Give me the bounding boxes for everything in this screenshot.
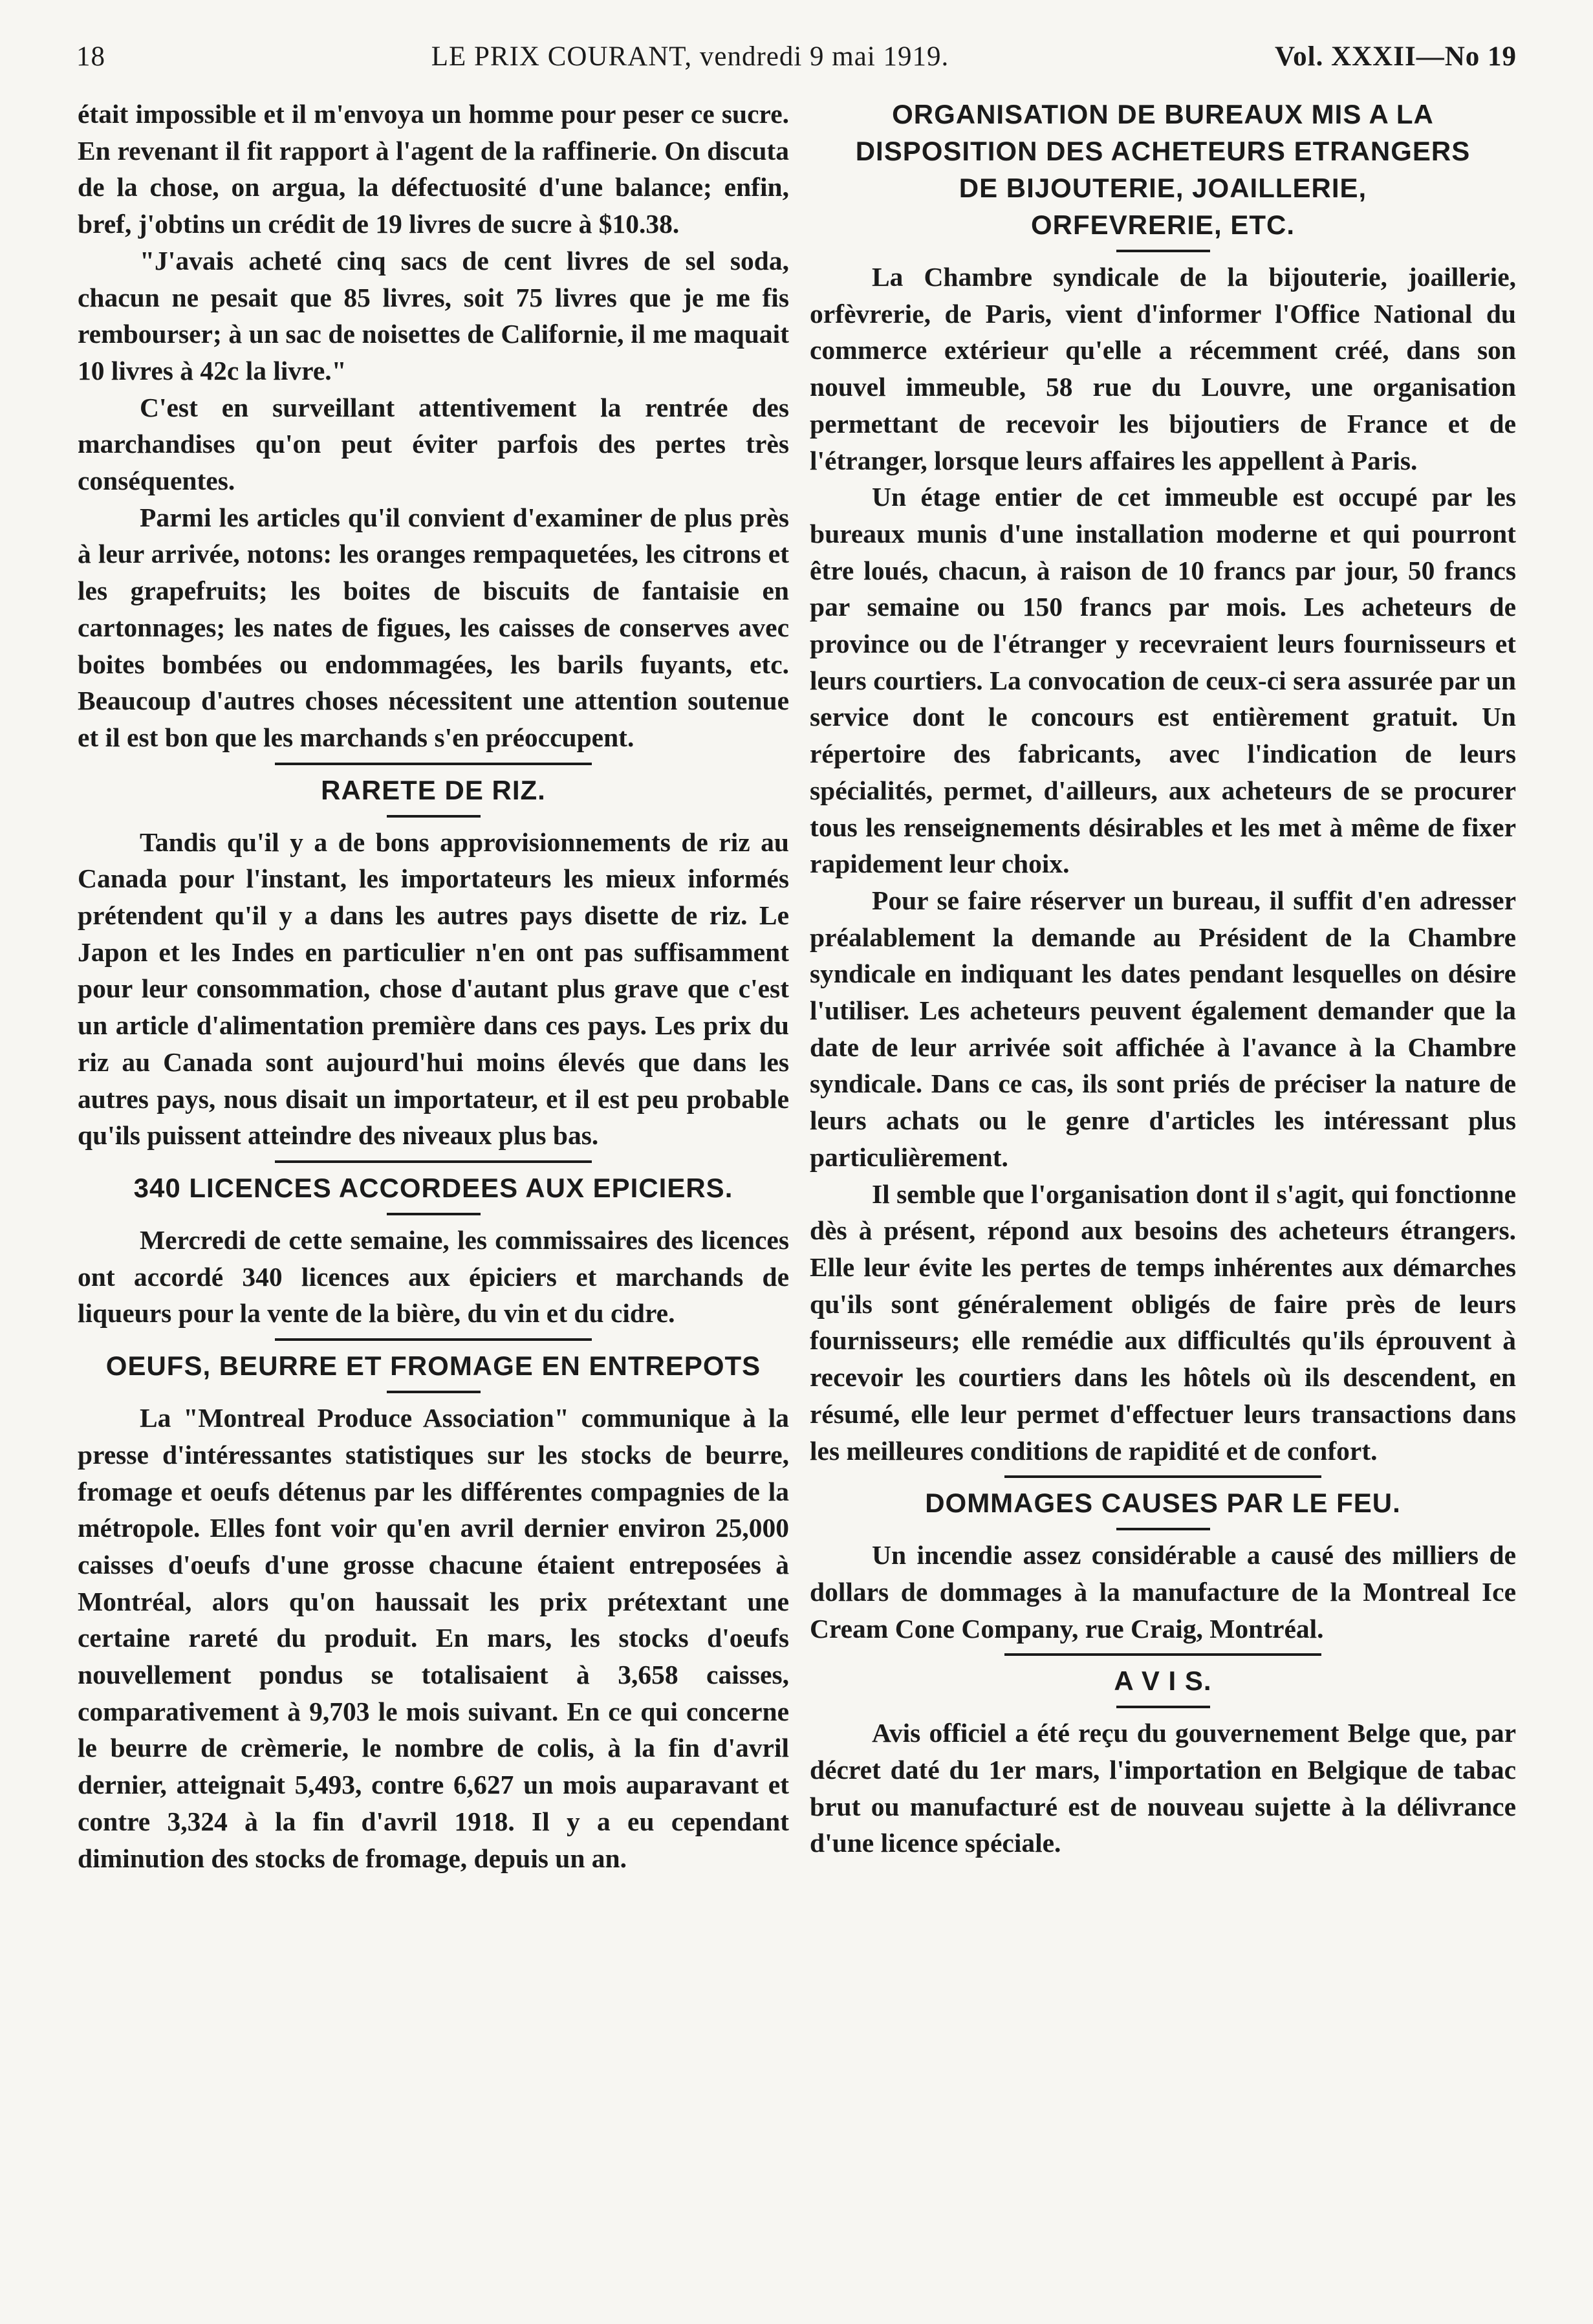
- left-column: [78, 96, 789, 1876]
- page-header: [76, 34, 1517, 79]
- right-column: [810, 96, 1516, 1862]
- journal-title-date: LE PRIX COURANT, vendredi 9 mai 1919.: [431, 41, 949, 72]
- paragraph: Avis officiel a été reçu du gouvernement Belge que, par décret daté du 1er mars, l'importation en Belgique de tabac brut ou manufacturé est de nouveau sujette à la délivrance d'une licence spéciale.: [810, 1718, 1516, 1858]
- section-heading-feu: DOMMAGES CAUSES PAR LE FEU.: [925, 1488, 1401, 1519]
- volume-number: Vol. XXXII—No 19: [1275, 41, 1517, 72]
- section-heading-avis: A V I S.: [1114, 1666, 1212, 1697]
- paragraph: Pour se faire réserver un bureau, il suffit d'en adresser préalablement la demande au Président de la Chambre syndicale en indiquant les dates pendant lesquelles on désire l'utiliser. Les acheteurs peuvent également demander que la date de leur arrivée soit affichée à l'avance à la Chambre syndicale. Dans ce cas, ils sont priés de préciser la nature de leurs achats ou le genre d'articles les intéressant plus particulièrement.: [810, 885, 1516, 1172]
- paragraph: était impossible et il m'envoya un homme pour peser ce sucre. En revenant il fit rapport à l'agent de la raffinerie. On discuta de la chose, on argua, la défectuosité d'une balance; enfin, bref, j'obtins un crédit de 19 livres de sucre à $10.38.: [78, 99, 789, 239]
- section-heading-riz: RARETE DE RIZ.: [321, 774, 546, 805]
- paragraph: Un incendie assez considérable a causé des milliers de dollars de dommages à la manufacture de la Montreal Ice Cream Cone Company, rue Craig, Montréal.: [810, 1540, 1516, 1644]
- section-heading-organisation-line2: DE BIJOUTERIE, JOAILLERIE,: [959, 173, 1367, 203]
- paragraph: Tandis qu'il y a de bons approvisionnements de riz au Canada pour l'instant, les importateurs les mieux informés prétendent qu'il y a dans les autres pays disette de riz. Le Japon et les Indes en particulier n'en ont pas suffisamment pour leur consommation, chose d'autant plus grave que c'est un article d'alimentation première dans ces pays. Les prix du riz au Canada sont aujourd'hui moins élevés que dans les autres pays, nous disait un importateur, et il est peu probable qu'ils puissent atteindre des niveaux plus bas.: [78, 827, 789, 1151]
- paragraph: Un étage entier de cet immeuble est occupé par les bureaux munis d'une installation moderne et qui pourront être loués, chacun, à raison de 10 francs par jour, 50 francs par semaine ou 150 francs par mois. Les acheteurs de province ou de l'étranger y recevraient leurs fournisseurs et leurs courtiers. La convocation de ceux-ci sera assurée par un service dont le concours est entièrement gratuit. Un répertoire des fabricants, avec l'indication de leurs spécialités, permet, d'ailleurs, aux acheteurs de se procurer tous les renseignements désirables et les met à même de fixer rapidement leur choix.: [810, 482, 1516, 879]
- section-heading-licences: 340 LICENCES ACCORDEES AUX EPICIERS.: [133, 1172, 733, 1203]
- paragraph: Mercredi de cette semaine, les commissaires des licences ont accordé 340 licences aux épiciers et marchands de liqueurs pour la vente de la bière, du vin et du cidre.: [78, 1224, 789, 1329]
- paragraph: Il semble que l'organisation dont il s'agit, qui fonctionne dès à présent, répond aux besoins des acheteurs étrangers. Elle leur évite les pertes de temps inhérentes aux démarches qu'ils sont généralement obligés de faire près de leurs fournisseurs; elle remédie aux difficultés qu'ils éprouvent à recevoir les courtiers dans les hôtels où ils descendent, en résumé, elle leur permet d'effectuer leurs transactions dans les meilleures conditions de rapidité et de confort.: [810, 1178, 1516, 1466]
- paragraph: "J'avais acheté cinq sacs de cent livres de sel soda, chacun ne pesait que 85 livres, soit 75 livres que je me fis rembourser; à un sac de noisettes de Californie, il me maquait 10 livres à 42c la livre.": [78, 245, 789, 386]
- section-heading-organisation-line3: ORFEVRERIE, ETC.: [1030, 210, 1295, 240]
- page-number: 18: [76, 41, 105, 72]
- paragraph: La "Montreal Produce Association" communique à la presse d'intéressantes statistiques sur les stocks de beurre, fromage et oeufs détenus par les différentes compagnies de la métropole. Elles font voir qu'en avril dernier environ 25,000 caisses d'oeufs d'une grosse chacune étaient entreposées à Montréal, alors qu'on haussait les prix prétextant une certaine rareté du produit. En mars, les stocks d'oeufs nouvellement pondus se totalisaient à 3,658 caisses, comparativement à 9,703 le mois suivant. En ce qui concerne le beurre de crèmerie, le nombre de colis, à la fin d'avril dernier, atteignait 5,493, contre 6,627 un mois auparavant et contre 3,324 à la fin d'avril 1918. Il y a eu cependant diminution des stocks de fromage, depuis un an.: [78, 1403, 789, 1873]
- paragraph: C'est en surveillant attentivement la rentrée des marchandises qu'on peut éviter parfois des pertes très conséquentes.: [78, 392, 789, 496]
- paragraph: La Chambre syndicale de la bijouterie, joaillerie, orfèvrerie, de Paris, vient d'informer l'Office National du commerce extérieur qu'elle a récemment créé, dans son nouvel immeuble, 58 rue du Louvre, une organisation permettant de recevoir les bijoutiers de France et de l'étranger, lorsque leurs affaires les appellent à Paris.: [810, 262, 1516, 475]
- section-heading-organisation: ORGANISATION DE BUREAUX MIS A LA DISPOSITION DES ACHETEURS ETRANGERS: [855, 99, 1471, 166]
- paragraph: Parmi les articles qu'il convient d'examiner de plus près à leur arrivée, notons: les oranges rempaquetées, les citrons et les grapefruits; les boites de biscuits de fantaisie en cartonnages; les nates de figues, les caisses de conserves avec boites bombées ou endommagées, les barils fuyants, etc. Beaucoup d'autres choses nécessitent une attention soutenue et il est bon que les marchands s'en préoccupent.: [78, 502, 789, 752]
- section-heading-oeufs: OEUFS, BEURRE ET FROMAGE EN ENTREPOTS: [105, 1351, 761, 1382]
